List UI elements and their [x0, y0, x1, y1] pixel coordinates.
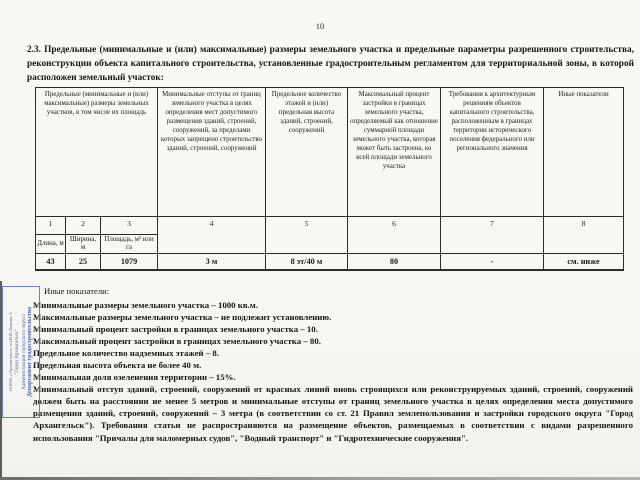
section-2-3-heading: 2.3. Предельные (минимальные и (или) максимальные) размеры земельного участка и предельные параметры разрешенного строительства, реконструкции объекта капитального строительства, установленные градостроительным регламентом для территориальной зоны, в которой расположен земельный участок: — [27, 45, 634, 84]
value-area: 1079 — [101, 254, 158, 271]
table-header-row — [36, 88, 624, 217]
header-other-indicators: Иные показатели — [544, 88, 624, 217]
column-number: 8 — [544, 217, 624, 254]
indicator-max-built-percent: Максимальный процент застройки в границах земельного участка – 80. — [33, 335, 321, 346]
scan-edge-shadow-left — [0, 281, 2, 480]
indicator-min-plot-size: Минимальные размеры земельного участка – 1000 кв.м. — [33, 299, 258, 310]
page-number: 10 — [315, 21, 325, 31]
indicator-max-floors: Предельное количество надземных этажей – 8. — [33, 347, 220, 358]
column-number: 4 — [158, 217, 266, 254]
column-number: 7 — [441, 217, 544, 254]
indicator-max-plot-size: Максимальные размеры земельного участка – не подлежит установлению. — [33, 311, 332, 322]
stamp-line-department: Департамент градостроительства — [26, 306, 33, 398]
column-number: 1 — [36, 217, 66, 235]
header-max-built-up-percent: Максимальный процент застройки в границах земельного участка, определяемый как отношение суммарной площади земельного участка, которая может быть застроена, ко всей площади земельного участка — [348, 88, 441, 217]
header-plot-sizes: Предельные (минимальные и (или) максимальные) размеры земельных участков, в том числе их площадь — [36, 88, 158, 217]
column-number-row — [36, 217, 624, 235]
stamp-line-address: 163000, г.Архангельск, пл.В.И.Ленина, 5 — [8, 312, 14, 392]
value-setback: 3 м — [158, 254, 266, 271]
value-architectural: - — [441, 254, 544, 271]
column-number: 6 — [348, 217, 441, 254]
value-built-up-percent: 80 — [348, 254, 441, 271]
column-number: 2 — [66, 217, 101, 235]
stamp-rotated-text — [4, 288, 38, 416]
indicator-min-built-percent: Минимальный процент застройки в границах земельного участка – 10. — [33, 323, 318, 334]
column-number: 5 — [266, 217, 348, 254]
indicator-max-height: Предельная высота объекта не более 40 м. — [33, 359, 202, 370]
subheader-width: Ширина, м — [66, 235, 101, 254]
limit-parameters-table — [35, 87, 624, 271]
values-row — [36, 254, 624, 271]
indicator-greening-share: Минимальная доля озеленения территории – 15%. — [33, 372, 236, 383]
column-number: 3 — [101, 217, 158, 235]
other-indicators-block — [33, 286, 633, 444]
setback-paragraph: Минимальный отступ зданий, строений, сооружений от красных линий вновь строящихся или реконструируемых зданий, строений, сооружений должен быть на расстоянии не менее 5 метров и минимальные отступы от границ земельного участка в целях определения места допустимого размещения зданий, строений, сооружений – 3 метра (в соответствии со ст. 21 Правил землепользования и застройки городского округа "Город Архангельск"). Требования статьи не распространяются на размещение объектов, размещаемых в соответствии с видами разрешенного использования "Причалы для маломерных судов", "Водный транспорт" и "Гидротехнические сооружения". — [33, 384, 633, 443]
header-max-floors-height: Предельное количество этажей и (или) предельная высота зданий, строений, сооружений — [266, 88, 348, 217]
header-min-setbacks: Минимальные отступы от границ земельного участка в целях определения мест допустимого размещения зданий, строений, сооружений, за пределами которых запрещено строительство зданий, строений, сооружений — [158, 88, 266, 217]
value-width: 25 — [66, 254, 101, 271]
subheader-area: Площадь, м² или га — [101, 235, 158, 254]
value-length: 43 — [36, 254, 66, 271]
subheader-length: Длина, м — [36, 235, 66, 254]
stamp-line-city: "Город Архангельск" — [14, 329, 21, 375]
department-address-stamp — [2, 286, 40, 418]
header-architectural-requirements: Требования к архитектурным решениям объектов капитального строительства, расположенным в границах территории исторического поселения федерального или регионального значения — [441, 88, 544, 217]
value-floors-height: 8 эт/40 м — [266, 254, 348, 271]
value-other: см. ниже — [544, 254, 624, 271]
stamp-line-administration: Администрации городского округа — [20, 314, 27, 390]
other-indicators-label: Иные показатели: — [44, 286, 110, 296]
